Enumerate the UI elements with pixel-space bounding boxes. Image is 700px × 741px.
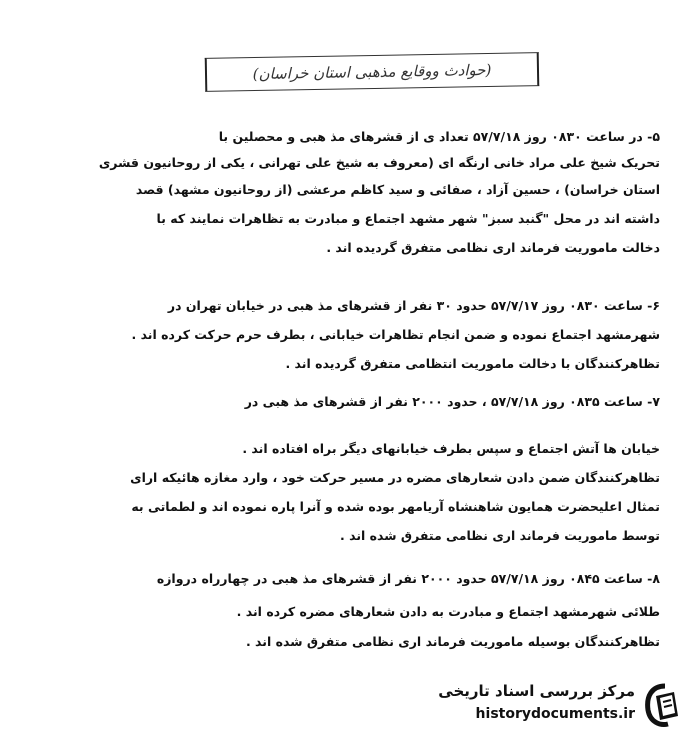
document-line: دخالت ماموریت فرماند اری نظامی متفرق گردیده اند . <box>326 240 660 255</box>
watermark-title: مرکز بررسی اسناد تاریخی <box>438 682 635 700</box>
document-line: شهرمشهد اجتماع نموده و ضمن انجام تظاهرات خیابانی ، بطرف حرم حرکت کرده اند . <box>131 327 660 342</box>
document-line: ۵- در ساعت ۰۸۳۰ روز ۵۷/۷/۱۸ تعداد ی از قشرهای مذ هبی و محصلین با <box>218 129 660 144</box>
document-line: تمثال اعلیحضرت همایون شاهنشاه آریامهر بوده شده و آنرا پاره نموده اند و لطماتی به <box>131 499 660 514</box>
document-line: ۷- ساعت ۰۸۳۵ روز ۵۷/۷/۱۸ ، حدود ۲۰۰۰ نفر از قشرهای مذ هبی در <box>244 394 660 409</box>
document-line: تظاهرکنندگان با دخالت ماموریت انتظامی متفرق گردیده اند . <box>285 356 660 371</box>
book-logo-icon <box>644 682 686 728</box>
document-line: تحریک شیخ علی مراد خانی ارنگه ای (معروف به شیخ علی تهرانی ، یکی از روحانیون قشری <box>98 155 660 170</box>
document-line: خیابان ها آتش اجتماع و سپس بطرف خیابانهای دیگر براه افتاده اند . <box>242 441 660 456</box>
document-line: ۶- ساعت ۰۸۳۰ روز ۵۷/۷/۱۷ حدود ۳۰ نفر از قشرهای مذ هبی در خیابان تهران در <box>167 298 660 313</box>
document-line: داشته اند در محل "گنبد سبز" شهر مشهد اجتماع و مبادرت به تظاهرات نمایند که با <box>156 211 660 226</box>
watermark <box>425 678 690 734</box>
document-line: طلائی شهرمشهد اجتماع و مبادرت به دادن شعارهای مضره کرده اند . <box>236 604 660 619</box>
document-line: توسط ماموریت فرماند اری نظامی متفرق شده اند . <box>340 528 660 543</box>
document-line: استان خراسان) ، حسین آزاد ، صفائی و سید کاظم مرعشی (از روحانیون مشهد) قصد <box>135 182 660 197</box>
document-line: تظاهرکنندگان ضمن دادن شعارهای مضره در مسیر حرکت خود ، وارد مغازه هائیکه ارای <box>130 470 660 485</box>
document-title: (حوادث ووقایع مذهبی استان خراسان) <box>252 60 492 84</box>
document-header <box>205 52 540 92</box>
watermark-url: historydocuments.ir <box>475 706 635 722</box>
document-line: ۸- ساعت ۰۸۴۵ روز ۵۷/۷/۱۸ حدود ۲۰۰۰ نفر از قشرهای مذ هبی در چهارراه دروازه <box>156 571 660 586</box>
document-line: تظاهرکنندگان بوسیله ماموریت فرماند اری نظامی متفرق شده اند . <box>245 634 660 649</box>
